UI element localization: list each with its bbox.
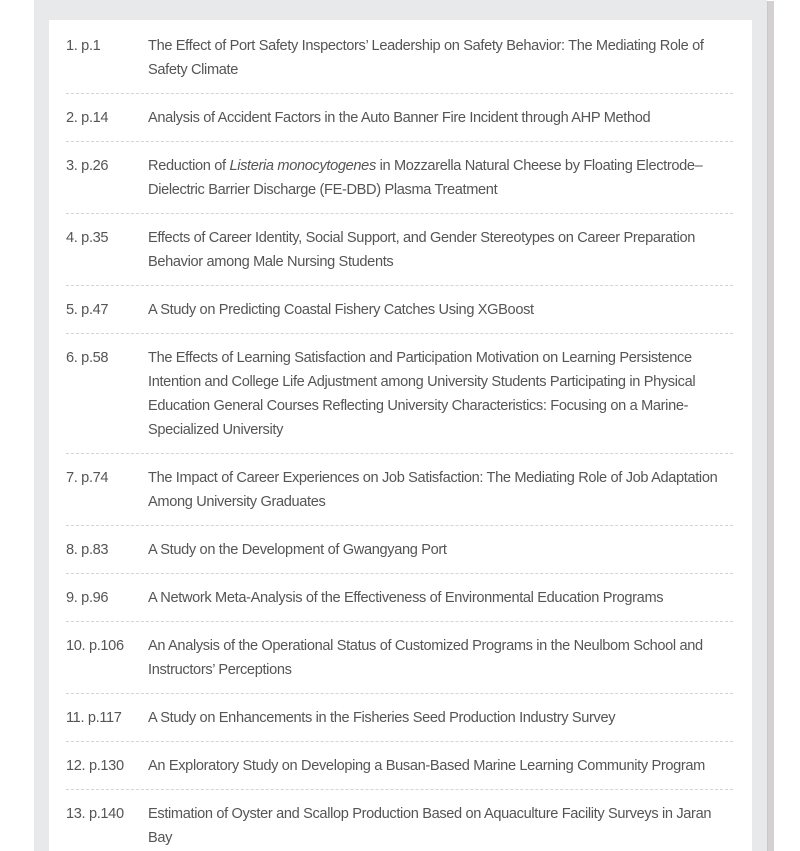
toc-item (66, 286, 733, 334)
toc-item (66, 142, 733, 214)
toc-item-title-link[interactable] (148, 298, 733, 322)
toc-item (66, 454, 733, 526)
toc-item (66, 334, 733, 454)
toc-title-segment: Effects of Career Identity, Social Support, and Gender Stereotypes on Career Preparation Behavior among Male Nursing Students (148, 230, 696, 270)
toc-item (66, 622, 733, 694)
toc-item (66, 574, 733, 622)
toc-item-page-number: 2. p.14 (66, 110, 109, 126)
toc-item-title-link[interactable] (148, 226, 733, 274)
toc-item-title-link[interactable] (148, 634, 733, 682)
toc-item-page-number: 13. p.140 (66, 806, 124, 822)
toc-panel (49, 20, 752, 851)
toc-item-title-link[interactable] (148, 802, 733, 850)
toc-item-page-number: 9. p.96 (66, 590, 109, 606)
toc-title-segment: The Impact of Career Experiences on Job Satisfaction: The Mediating Role of Job Adaptation Among University Graduates (148, 470, 718, 510)
toc-item-title-link[interactable] (148, 346, 733, 442)
toc-title-segment: The Effects of Learning Satisfaction and Participation Motivation on Learning Persistence Intention and College Life Adjustment among University Students Participating in Physical Education General Courses Reflecting University Characteristics: Focusing on a Marine-Specialized University (148, 350, 696, 438)
toc-item-title-link[interactable] (148, 538, 733, 562)
toc-item-page-number: 10. p.106 (66, 638, 124, 654)
toc-item (66, 214, 733, 286)
toc-title-segment: A Network Meta-Analysis of the Effectiveness of Environmental Education Programs (148, 590, 664, 606)
toc-item (66, 742, 733, 790)
toc-item-title-link[interactable] (148, 706, 733, 730)
toc-item-page-number: 7. p.74 (66, 470, 109, 486)
toc-title-segment: An Analysis of the Operational Status of Customized Programs in the Neulbom School and Instructors’ Perceptions (148, 638, 703, 678)
toc-item (66, 790, 733, 851)
toc-item-page-number: 6. p.58 (66, 350, 109, 366)
toc-item (66, 694, 733, 742)
toc-title-segment: Reduction of (148, 158, 230, 174)
toc-item (66, 20, 733, 94)
toc-item-page-number: 12. p.130 (66, 758, 124, 774)
toc-title-segment: A Study on the Development of Gwangyang Port (148, 542, 447, 558)
toc-title-segment: The Effect of Port Safety Inspectors’ Leadership on Safety Behavior: The Mediating Role of Safety Climate (148, 38, 704, 78)
toc-item-title-link[interactable] (148, 754, 733, 778)
toc-title-segment: Estimation of Oyster and Scallop Production Based on Aquaculture Facility Surveys in Jaran Bay (148, 806, 712, 846)
toc-title-italic-segment: Listeria monocytogenes (229, 158, 376, 174)
toc-item-page-number: 5. p.47 (66, 302, 109, 318)
toc-title-segment: An Exploratory Study on Developing a Busan-Based Marine Learning Community Program (148, 758, 705, 774)
toc-item-page-number: 4. p.35 (66, 230, 109, 246)
toc-item-title-link[interactable] (148, 154, 733, 202)
toc-title-segment: Analysis of Accident Factors in the Auto Banner Fire Incident through AHP Method (148, 110, 651, 126)
frame-edge-scrollbar[interactable] (767, 1, 774, 851)
toc-item-title-link[interactable] (148, 466, 733, 514)
toc-item-page-number: 1. p.1 (66, 38, 101, 54)
toc-item-title-link[interactable] (148, 586, 733, 610)
toc-item-page-number: 8. p.83 (66, 542, 109, 558)
toc-title-segment: A Study on Enhancements in the Fisheries Seed Production Industry Survey (148, 710, 616, 726)
toc-item-title-link[interactable] (148, 34, 733, 82)
toc-item-title-link[interactable] (148, 106, 733, 130)
toc-title-segment: in Mozzarella Natural Cheese by Floating Electrode–Dielectric Barrier Discharge (FE-DBD) Plasma Treatment (148, 158, 703, 198)
toc-item (66, 94, 733, 142)
table-of-contents (49, 20, 752, 851)
toc-item-page-number: 11. p.117 (66, 710, 122, 726)
toc-item-page-number: 3. p.26 (66, 158, 109, 174)
toc-title-segment: A Study on Predicting Coastal Fishery Catches Using XGBoost (148, 302, 534, 318)
toc-item (66, 526, 733, 574)
